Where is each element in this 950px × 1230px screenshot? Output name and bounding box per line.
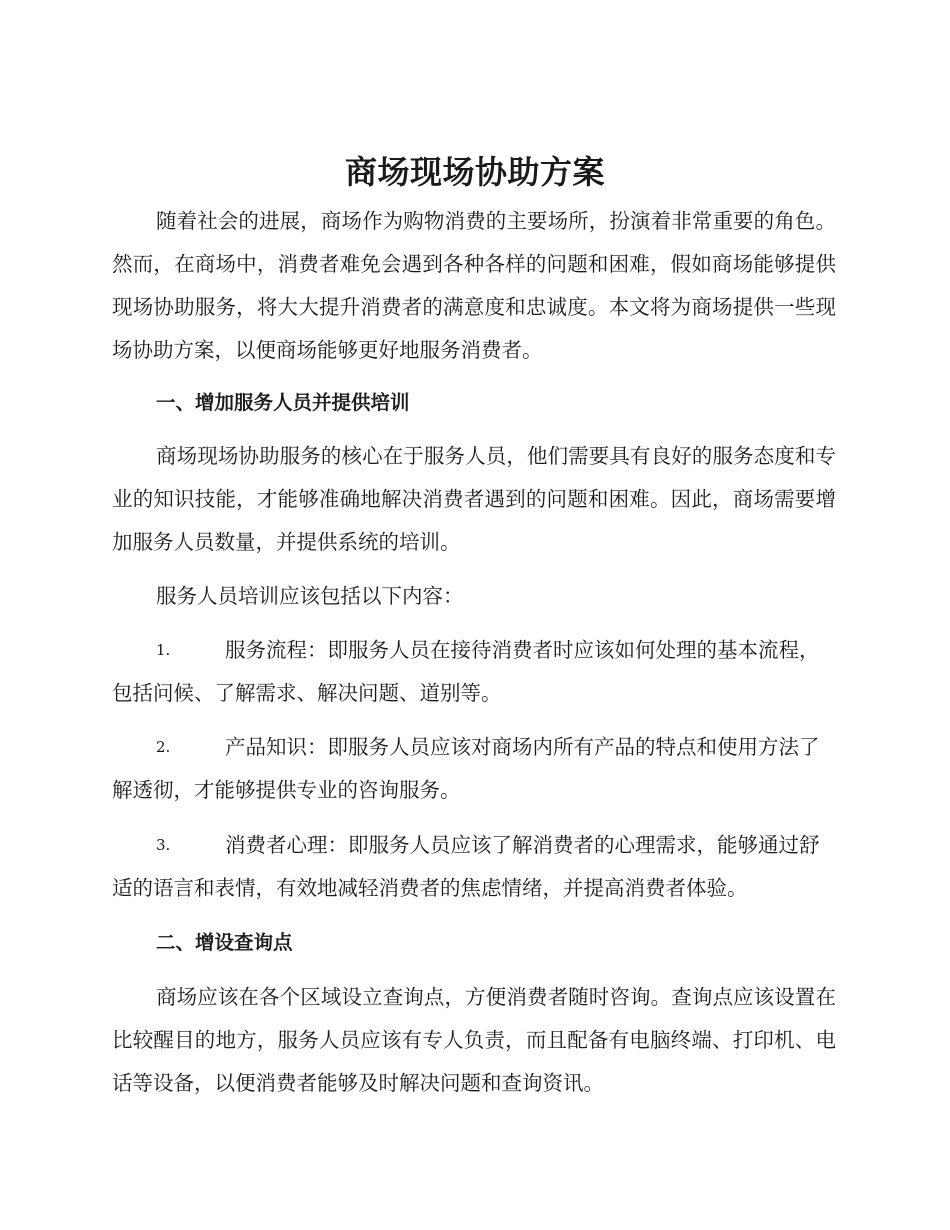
- list-item-number: 3.: [156, 836, 171, 854]
- list-item-3: [112, 824, 836, 910]
- list-item-number: 2.: [156, 738, 171, 756]
- section-1-paragraph-2: 服务人员培训应该包括以下内容：: [156, 584, 464, 608]
- list-item-text: 产品知识：即服务人员应该对商场内所有产品的特点和使用方法了解透彻，才能够提供专业的咨询服务。: [112, 735, 820, 802]
- section-1-paragraph-1: 商场现场协助服务的核心在于服务人员，他们需要具有良好的服务态度和专业的知识技能，才能够准确地解决消费者遇到的问题和困难。因此，商场需要增加服务人员数量，并提供系统的培训。: [112, 444, 836, 554]
- section-2-paragraph-1: 商场应该在各个区域设立查询点，方便消费者随时咨询。查询点应该设置在比较醒目的地方，服务人员应该有专人负责，而且配备有电脑终端、打印机、电话等设备，以便消费者能够及时解决问题和查询资讯。: [112, 985, 836, 1095]
- intro-paragraph: 随着社会的进展，商场作为购物消费的主要场所，扮演着非常重要的角色。然而，在商场中，消费者难免会遇到各种各样的问题和困难，假如商场能够提供现场协助服务，将大大提升消费者的满意度和忠诚度。本文将为商场提供一些现场协助方案，以便商场能够更好地服务消费者。: [112, 209, 836, 362]
- list-item-2: [112, 726, 836, 812]
- list-item-text: 服务流程：即服务人员在接待消费者时应该如何处理的基本流程，包括问候、了解需求、解决问题、道别等。: [112, 638, 820, 705]
- list-item-text: 消费者心理：即服务人员应该了解消费者的心理需求，能够通过舒适的语言和表情，有效地减轻消费者的焦虑情绪，并提高消费者体验。: [112, 833, 820, 900]
- section-1-heading: 一、增加服务人员并提供培训: [156, 391, 410, 414]
- list-item-1: [112, 629, 836, 715]
- document-title: 商场现场协助方案: [344, 153, 605, 191]
- section-2-heading: 二、增设查询点: [156, 931, 293, 954]
- list-item-number: 1.: [156, 641, 171, 659]
